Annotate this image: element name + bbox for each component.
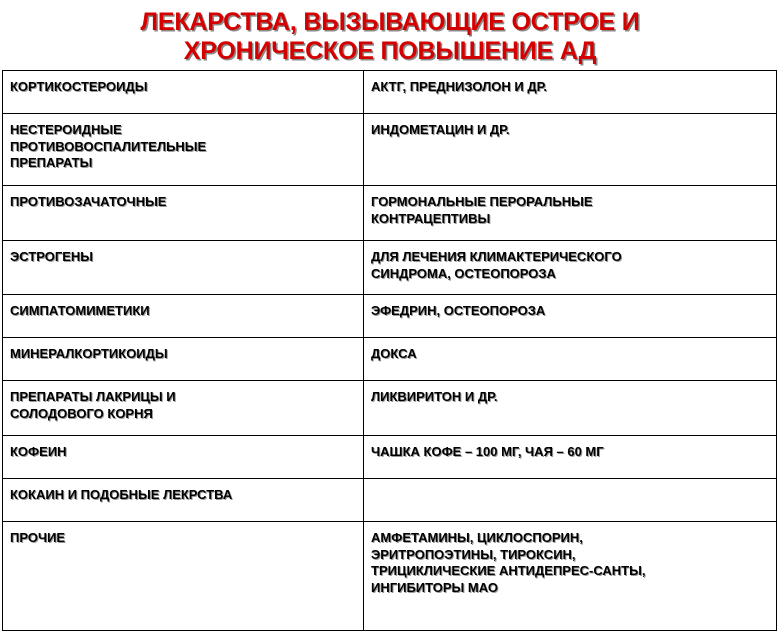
drug-example-cell-empty — [364, 479, 777, 522]
drug-example-text: ЛИКВИРИТОН И ДР. — [371, 389, 498, 404]
drug-example-text: АМФЕТАМИНЫ, ЦИКЛОСПОРИН, — [371, 530, 583, 545]
drug-example-text: ДОКСА — [371, 346, 417, 361]
drug-group-cell — [3, 479, 364, 522]
drug-group-cell — [3, 241, 364, 295]
table-row — [3, 436, 777, 479]
drug-group-cell — [3, 71, 364, 114]
drug-group-cell — [3, 436, 364, 479]
drug-example-cell — [364, 436, 777, 479]
table-row — [3, 479, 777, 522]
drug-table — [2, 70, 777, 631]
drug-group-text: СИМПАТОМИМЕТИКИ — [10, 303, 150, 318]
drug-example-cell — [364, 522, 777, 631]
drug-group-text: ПРОТИВОВОСПАЛИТЕЛЬНЫЕ — [10, 138, 207, 154]
drug-example-text: ИНДОМЕТАЦИН И ДР. — [371, 122, 510, 137]
drug-group-cell — [3, 338, 364, 381]
drug-group-text: КОФЕИН — [10, 444, 67, 459]
drug-example-cell — [364, 71, 777, 114]
table-row — [3, 295, 777, 338]
drug-example-text: ДЛЯ ЛЕЧЕНИЯ КЛИМАКТЕРИЧЕСКОГО — [371, 249, 622, 264]
drug-group-text: МИНЕРАЛКОРТИКОИДЫ — [10, 346, 168, 361]
drug-example-text: КОНТРАЦЕПТИВЫ — [371, 210, 491, 226]
drug-group-text: КОКАИН И ПОДОБНЫЕ ЛЕКРСТВА — [10, 487, 233, 502]
drug-example-text: АКТГ, ПРЕДНИЗОЛОН И ДР. — [371, 79, 547, 94]
drug-group-text: КОРТИКОСТЕРОИДЫ — [10, 79, 148, 94]
drug-example-cell — [364, 295, 777, 338]
drug-example-text: ЧАШКА КОФЕ – 100 МГ, ЧАЯ – 60 МГ — [371, 444, 604, 459]
drug-group-text: ПРОТИВОЗАЧАТОЧНЫЕ — [10, 194, 167, 209]
drug-example-cell — [364, 381, 777, 436]
drug-group-cell — [3, 522, 364, 631]
slide-title — [0, 8, 780, 66]
drug-group-cell — [3, 114, 364, 186]
drug-example-text: СИНДРОМА, ОСТЕОПОРОЗА — [371, 265, 556, 281]
drug-group-text: ПРОЧИЕ — [10, 530, 66, 545]
drug-example-cell — [364, 338, 777, 381]
drug-example-text: ТРИЦИКЛИЧЕСКИЕ АНТИДЕПРЕС-САНТЫ, — [371, 563, 646, 578]
drug-group-text: ПРЕПАРАТЫ — [10, 155, 93, 170]
table-row — [3, 522, 777, 631]
drug-group-cell — [3, 186, 364, 241]
drug-example-text: ГОРМОНАЛЬНЫЕ ПЕРОРАЛЬНЫЕ — [371, 194, 593, 209]
drug-example-text: ЭФЕДРИН, ОСТЕОПОРОЗА — [371, 303, 546, 318]
drug-example-cell — [364, 241, 777, 295]
drug-example-text: ИНГИБИТОРЫ МАО — [371, 579, 499, 595]
table-row — [3, 241, 777, 295]
table-row — [3, 114, 777, 186]
table-row — [3, 186, 777, 241]
drug-group-text: ЭСТРОГЕНЫ — [10, 249, 94, 264]
table-row — [3, 381, 777, 436]
drug-example-text: ЭРИТРОПОЭТИНЫ, ТИРОКСИН, — [371, 546, 576, 562]
table-row — [3, 338, 777, 381]
slide-title-line-2: ХРОНИЧЕСКОЕ ПОВЫШЕНИЕ АД — [183, 37, 597, 65]
drug-group-text: СОЛОДОВОГО КОРНЯ — [10, 405, 153, 421]
drug-group-cell — [3, 295, 364, 338]
drug-group-text: ПРЕПАРАТЫ ЛАКРИЦЫ И — [10, 389, 176, 404]
drug-group-cell — [3, 381, 364, 436]
drug-example-cell — [364, 186, 777, 241]
drug-group-text: НЕСТЕРОИДНЫЕ — [10, 122, 122, 137]
table-row — [3, 71, 777, 114]
slide-title-line-1: ЛЕКАРСТВА, ВЫЗЫВАЮЩИЕ ОСТРОЕ И — [140, 8, 640, 36]
drug-example-cell — [364, 114, 777, 186]
